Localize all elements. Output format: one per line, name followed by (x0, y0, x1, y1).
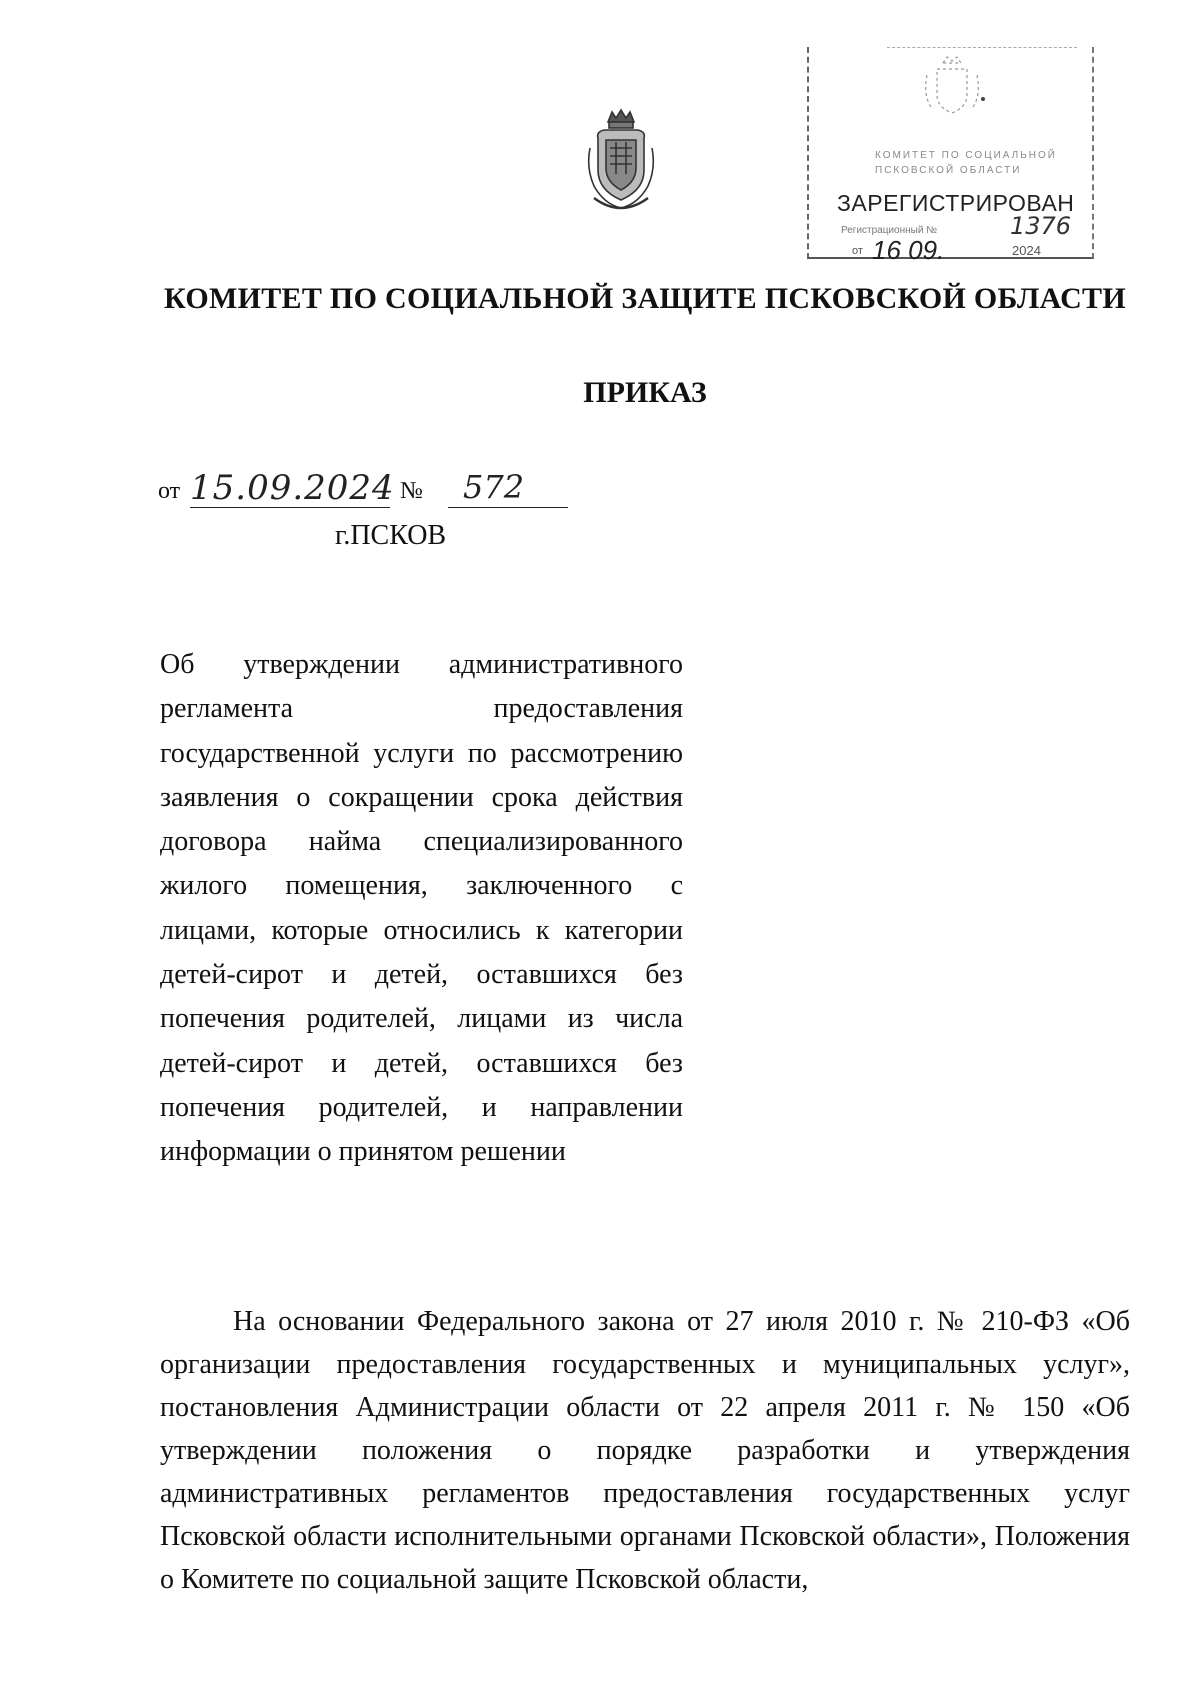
number-underline (448, 507, 568, 508)
stamp-reg-number-label: Регистрационный № (841, 225, 937, 236)
handwritten-date: 15.09.2024 (190, 468, 395, 508)
stamp-org-line2: ПСКОВСКОЙ ОБЛАСТИ (875, 165, 1022, 176)
stamp-registered-label: ЗАРЕГИСТРИРОВАН (837, 190, 1075, 216)
document-type: ПРИКАЗ (583, 376, 707, 409)
date-prefix: от (158, 478, 181, 504)
stamp-org-line1: КОМИТЕТ ПО СОЦИАЛЬНОЙ (875, 150, 1057, 161)
stamp-top-dash (887, 47, 1077, 48)
number-label: № (400, 478, 423, 504)
stamp-from-label: от (852, 245, 863, 257)
document-subject: Об утверждении административного регламента предоставления государственной услуги по рассмотрению заявления о сокращении срока действия договора найма специализированного жилого помещения, заключенного с лицами, которые относились к категории детей-сирот и детей, оставшихся без попечения родителей, лицами из числа детей-сирот и детей, оставшихся без попечения родителей, и направлении информации о принятом решении (160, 649, 683, 1168)
organization-title: КОМИТЕТ ПО СОЦИАЛЬНОЙ ЗАЩИТЕ ПСКОВСКОЙ ОБЛАСТИ (164, 282, 1126, 315)
date-number-line (158, 468, 568, 514)
stamp-emblem-icon (917, 55, 987, 120)
city: г.ПСКОВ (335, 520, 447, 551)
registration-stamp (807, 47, 1100, 267)
body-paragraph: На основании Федерального закона от 27 июля 2010 г. № 210-ФЗ «Об организации предоставления государственных и муниципальных услуг», постановления Администрации области от 22 апреля 2011 г. № 150 «Об утверждении положения о порядке разработки и утверждения административных регламентов предоставления государственных услуг Псковской области исполнительными органами Псковской области», Положения о Комитете по социальной защите Псковской области, (160, 1306, 1130, 1595)
stamp-reg-date: 16 09. (872, 235, 945, 265)
stamp-reg-year: 2024 (1012, 243, 1041, 258)
date-underline (190, 507, 390, 508)
handwritten-number: 572 (463, 468, 525, 506)
coat-of-arms-emblem (586, 108, 656, 222)
stamp-reg-number: 1376 (1010, 212, 1072, 240)
